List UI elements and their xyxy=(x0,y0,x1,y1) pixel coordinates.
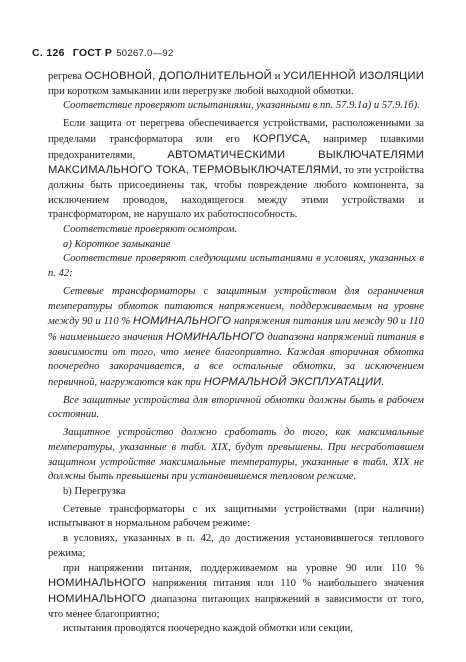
compliance-note: Соответствие проверяют следующими испытаниями в условиях, указанных в п. 42: xyxy=(48,253,424,280)
document-body xyxy=(48,69,424,637)
page-number: С. 126 xyxy=(32,47,65,59)
test-procedure: Сетевые трансформаторы с защитным устройством для ограничения температуры обмоток питаются напряжением, поддерживаемым на уровне между 90 и 110 % НОМИНАЛЬНОГО напряжения питания или между 90 и 110 % наименьшего значения НОМИНАЛЬНОГО диапазона напряжений питания в зависимости от того, что менее благоприятно. Каждая вторичная обмотка поочередно закорачивается, а все остальные обмотки, за исключением первичной, нагружаются как при НОРМАЛЬНОЙ ЭКСПЛУАТАЦИИ. xyxy=(48,285,424,389)
compliance-note: Соответствие проверяют испытаниями, указанными в пп. 57.9.1а) и 57.9.1б). xyxy=(63,100,420,112)
paragraph: регрева ОСНОВНОЙ, ДОПОЛНИТЕЛЬНОЙ и УСИЛЕННОЙ ИЗОЛЯЦИИ при коротком замыкании или перегрузке любой выходной обмотки. xyxy=(48,70,425,97)
standard-number: 50267.0—92 xyxy=(116,48,174,59)
paragraph: при напряжении питания, поддерживаемом на уровне 90 или 110 % НОМИНАЛЬНОГО напряжения питания или 110 % наибольшего значения НОМИНАЛЬНОГО диапазона питающих напряжений в зависимости от того, что менее благоприятно; xyxy=(48,562,424,620)
paragraph: испытания проводятся поочередно каждой обмотки или секции, xyxy=(63,623,353,635)
paragraph: в условиях, указанных в п. 42, до достижения установившегося теплового режима; xyxy=(48,533,424,559)
test-procedure: Все защитные устройства для вторичной обмотки должны быть в рабочем состоянии. xyxy=(48,394,424,421)
test-procedure: Защитное устройство должно сработать до того, как максимальные температуры, указанные в табл. XIX, будут превышены. При несработавшем защитном устройстве максимальные температуры, указанные в табл. XIX не должны быть превышены при установившемся тепловом режиме. xyxy=(48,427,424,483)
compliance-note: Соответствие проверяют осмотром. xyxy=(63,224,238,236)
page-header xyxy=(32,47,174,59)
standard-code: ГОСТ Р xyxy=(72,47,113,59)
paragraph: Сетевые трансформаторы с их защитными устройствами (при наличии) испытывают в нормальном рабочем режиме: xyxy=(48,503,424,530)
subsection-heading: b) Перегрузка xyxy=(63,485,126,497)
subsection-heading: а) Короткое замыкание xyxy=(63,238,171,250)
paragraph: Если защита от перегрева обеспечивается устройствами, расположенными за пределами трансформатора или его КОРПУСА, например плавкими предохранителями, АВТОМАТИЧЕСКИМИ ВЫКЛЮЧАТЕЛЯМИ МАКСИМАЛЬНОГО ТОКА, ТЕРМОВЫКЛЮЧАТЕЛЯМИ, то эти устройства должны быть присоединены так, чтобы повреждение любого компонента, за исключением проводов, находящегося между этими устройствами и трансформатором, не нарушало их работоспособность. xyxy=(48,118,424,221)
